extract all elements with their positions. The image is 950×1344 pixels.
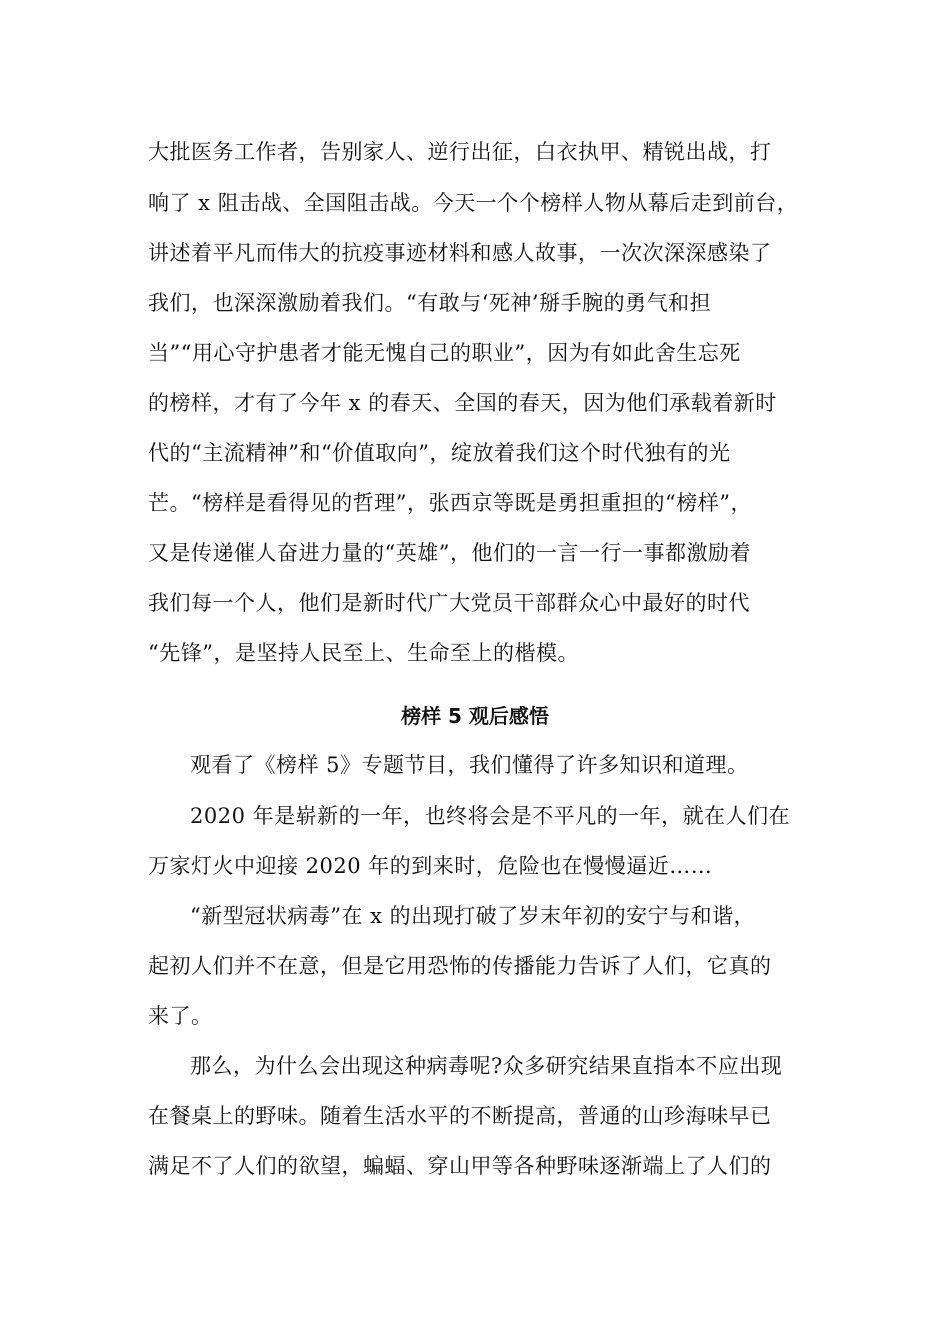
paragraph-1-line: 响了 x 阻击战、全国阻击战。今天一个个榜样人物从幕后走到前台， (148, 191, 799, 215)
paragraph-5-line: 那么，为什么会出现这种病毒呢?众多研究结果直指本不应出现 (190, 1054, 783, 1078)
paragraph-1-line: 我们，也深深激励着我们。“有敢与‘死神’掰手腕的勇气和担 (148, 291, 712, 315)
paragraph-1-line: 的榜样，才有了今年 x 的春天、全国的春天，因为他们承载着新时 (148, 391, 777, 415)
paragraph-5-line: 在餐桌上的野味。随着生活水平的不断提高，普通的山珍海味早已 (148, 1104, 772, 1128)
paragraph-1-line: “先锋”，是坚持人民至上、生命至上的楷模。 (148, 641, 579, 665)
section-heading: 榜样 5 观后感悟 (401, 704, 549, 728)
paragraph-4-line: 来了。 (148, 1004, 213, 1028)
paragraph-3-line: 2020 年是崭新的一年，也终将会是不平凡的一年，就在人们在 (190, 804, 791, 828)
paragraph-1-line: 我们每一个人，他们是新时代广大党员干部群众心中最好的时代 (148, 591, 750, 615)
paragraph-5-line: 满足不了人们的欲望，蝙蝠、穿山甲等各种野味逐渐端上了人们的 (148, 1154, 772, 1178)
paragraph-1-line: 当”“用心守护患者才能无愧自己的职业”，因为有如此舍生忘死 (148, 341, 741, 365)
paragraph-4-line: 起初人们并不在意，但是它用恐怖的传播能力告诉了人们，它真的 (148, 954, 772, 978)
paragraph-4-line: “新型冠状病毒”在 x 的出现打破了岁末年初的安宁与和谐， (190, 904, 756, 928)
paragraph-1-line: 代的“主流精神”和“价值取向”，绽放着我们这个时代独有的光 (148, 441, 731, 465)
paragraph-1-line: 大批医务工作者，告别家人、逆行出征，白衣执甲、精锐出战，打 (148, 140, 772, 164)
paragraph-2-line: 观看了《榜样 5》专题节目，我们懂得了许多知识和道理。 (190, 753, 749, 777)
paragraph-3-line: 万家灯火中迎接 2020 年的到来时，危险也在慢慢逼近…… (148, 854, 713, 878)
paragraph-1-line: 芒。“榜样是看得见的哲理”，张西京等既是勇担重担的“榜样”， (148, 491, 752, 515)
paragraph-1-line: 又是传递催人奋进力量的“英雄”，他们的一言一行一事都激励着 (148, 541, 751, 565)
paragraph-1-line: 讲述着平凡而伟大的抗疫事迹材料和感人故事，一次次深深感染了 (148, 241, 772, 265)
